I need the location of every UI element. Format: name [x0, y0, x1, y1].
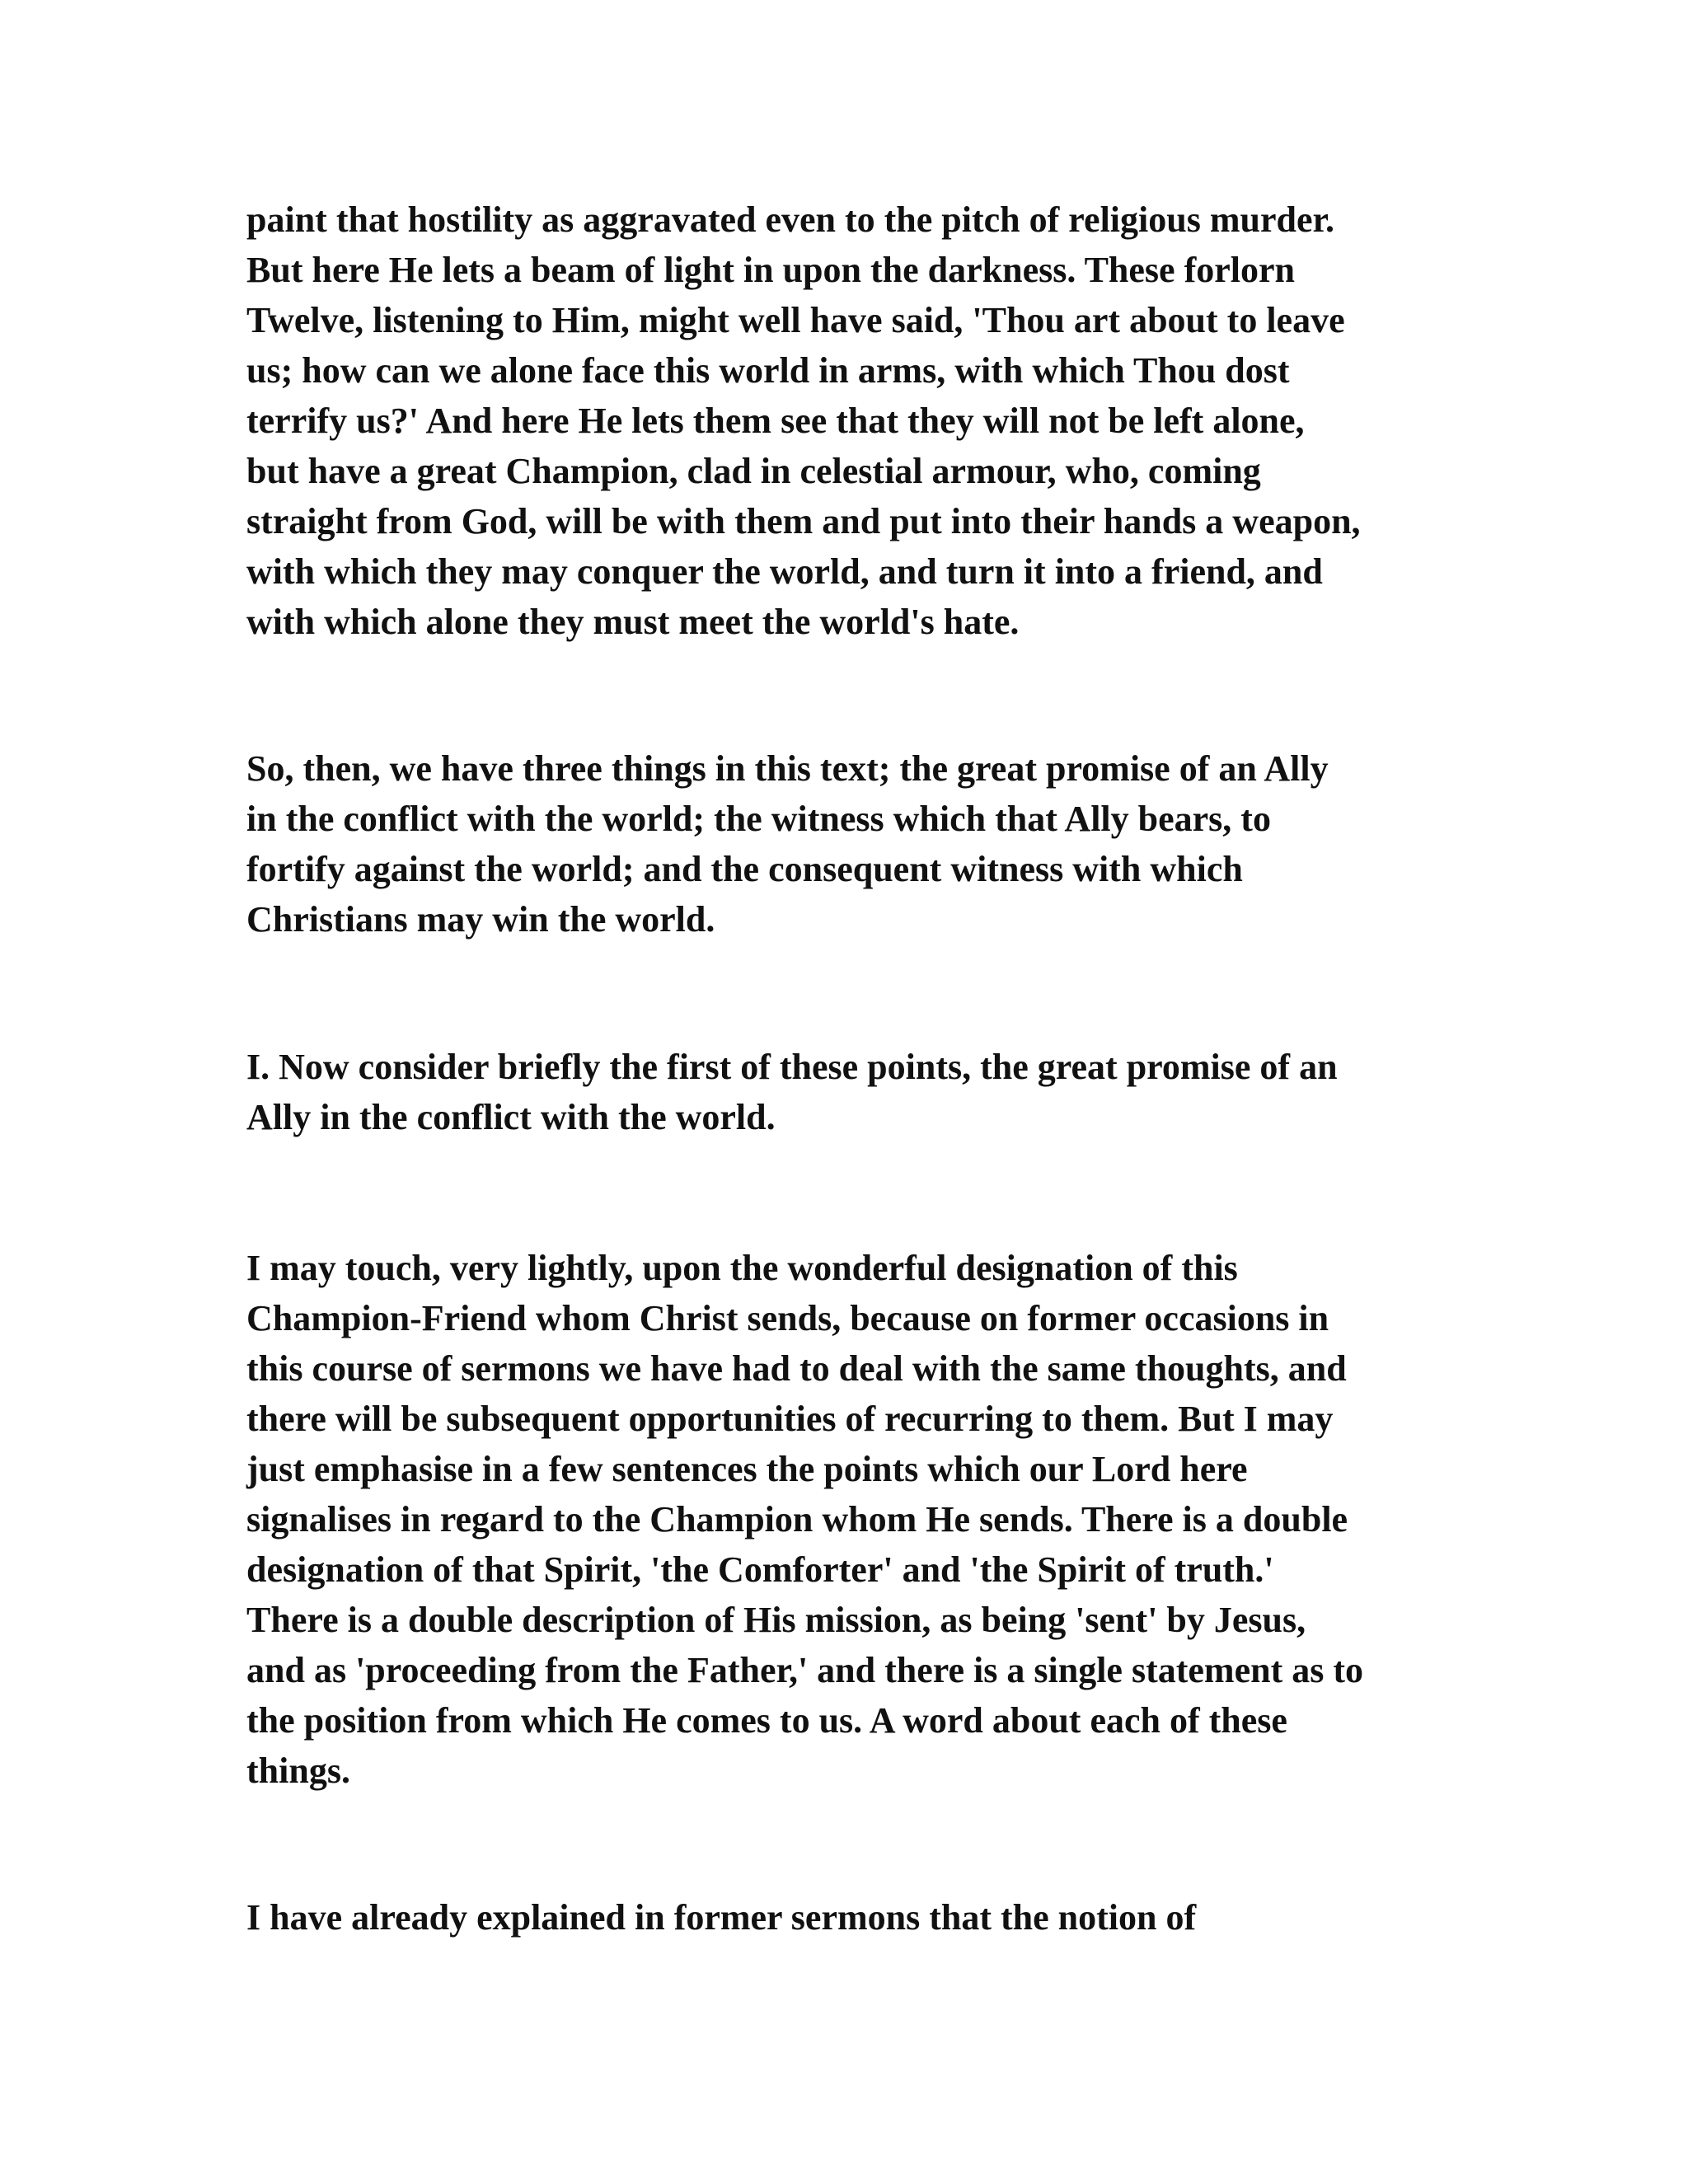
- text-line: But here He lets a beam of light in upon the darkness. These forlorn: [246, 250, 1295, 290]
- text-line: There is a double description of His mission, as being 'sent' by Jesus,: [246, 1600, 1306, 1640]
- paragraph-point-one: [246, 1042, 1450, 1142]
- text-line: in the conflict with the world; the witness which that Ally bears, to: [246, 799, 1271, 839]
- text-line: Champion-Friend whom Christ sends, because on former occasions in: [246, 1298, 1329, 1338]
- text-line: Christians may win the world.: [246, 899, 715, 940]
- paragraph-designation: [246, 1243, 1450, 1796]
- text-line: signalises in regard to the Champion whom He sends. There is a double: [246, 1499, 1348, 1540]
- text-line: us; how can we alone face this world in arms, with which Thou dost: [246, 350, 1290, 391]
- text-line: with which alone they must meet the world's hate.: [246, 602, 1020, 642]
- text-line: designation of that Spirit, 'the Comforter' and 'the Spirit of truth.': [246, 1549, 1274, 1590]
- text-line: Twelve, listening to Him, might well have said, 'Thou art about to leave: [246, 300, 1345, 340]
- text-line: I have already explained in former sermons that the notion of: [246, 1897, 1197, 1938]
- text-line: straight from God, will be with them and put into their hands a weapon,: [246, 501, 1361, 541]
- paragraph-three-things: [246, 743, 1450, 944]
- text-line: Ally in the conflict with the world.: [246, 1097, 776, 1137]
- text-line: but have a great Champion, clad in celestial armour, who, coming: [246, 451, 1261, 491]
- paragraph-former-sermons: [246, 1892, 1450, 1943]
- text-line: I. Now consider briefly the first of these points, the great promise of an: [246, 1047, 1338, 1087]
- text-line: So, then, we have three things in this text; the great promise of an Ally: [246, 748, 1329, 789]
- text-line: paint that hostility as aggravated even to the pitch of religious murder.: [246, 199, 1334, 240]
- text-line: things.: [246, 1750, 350, 1791]
- text-line: the position from which He comes to us. A word about each of these: [246, 1700, 1287, 1741]
- text-line: fortify against the world; and the consequent witness with which: [246, 849, 1243, 889]
- text-line: this course of sermons we have had to deal with the same thoughts, and: [246, 1348, 1347, 1389]
- paragraph-hostility: [246, 194, 1450, 647]
- text-line: with which they may conquer the world, and turn it into a friend, and: [246, 551, 1323, 592]
- text-line: there will be subsequent opportunities of recurring to them. But I may: [246, 1399, 1334, 1439]
- text-line: I may touch, very lightly, upon the wonderful designation of this: [246, 1248, 1238, 1288]
- text-line: terrify us?' And here He lets them see that they will not be left alone,: [246, 401, 1305, 441]
- text-line: and as 'proceeding from the Father,' and there is a single statement as to: [246, 1650, 1363, 1690]
- text-line: just emphasise in a few sentences the points which our Lord here: [246, 1449, 1248, 1489]
